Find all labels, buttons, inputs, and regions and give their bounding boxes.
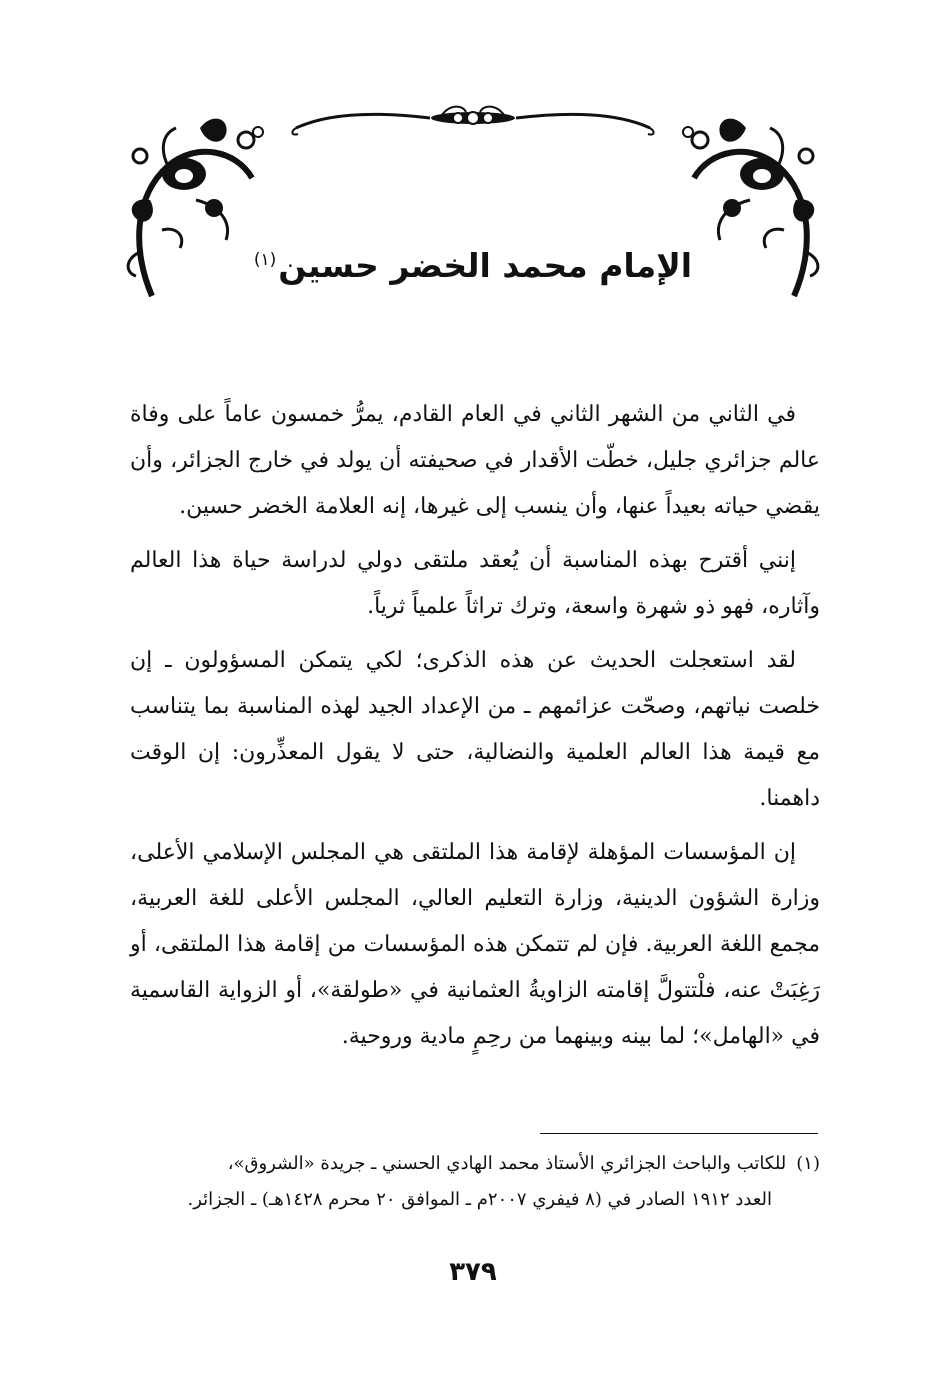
paragraph: في الثاني من الشهر الثاني في العام القادم، يمرُّ خمسون عاماً على وفاة عالم جزائري جليل، خطّت الأقدار في صحيفته أن يولد في خارج الجزائر، وأن يقضي حياته بعيداً عنها، وأن ينسب إلى غيرها، إنه العلامة الخضر حسين. [130, 402, 820, 519]
title-text: الإمام محمد الخضر حسين [278, 246, 693, 285]
paragraph: إن المؤسسات المؤهلة لإقامة هذا الملتقى هي المجلس الإسلامي الأعلى، وزارة الشؤون الدينية، وزارة التعليم العالي، المجلس الأعلى للغة العربية، مجمع اللغة العربية. فإن لم تتمكن هذه المؤسسات من إقامة هذا الملتقى، أو رَغِبَتْ عنه، فلْتتولَّ إقامته الزاويةُ العثمانية في «طولقة»، أو الزواية القاسمية في «الهامل»؛ لما بينه وبينهما من رحِمٍ مادية وروحية. [130, 840, 820, 1049]
paragraph: لقد استعجلت الحديث عن هذه الذكرى؛ لكي يتمكن المسؤولون ـ إن خلصت نياتهم، وصحّت عزائمهم ـ من الإعداد الجيد لهذه المناسبة بما يتناسب مع قيمة هذا العالم العلمية والنضالية، حتى لا يقول المعذِّرون: إن الوقت داهمنا. [130, 648, 820, 811]
title-footnote-mark: (١) [253, 250, 277, 270]
paragraph: إنني أقترح بهذه المناسبة أن يُعقد ملتقى دولي لدراسة حياة هذا العالم وآثاره، فهو ذو شهرة واسعة، وترك تراثاً علمياً ثرياً. [130, 548, 820, 619]
page-number: ٣٧٩ [449, 1257, 497, 1287]
footnote-line-2: العدد ١٩١٢ الصادر في (٨ فيفري ٢٠٠٧م ـ الموافق ٢٠ محرم ١٤٢٨هـ) ـ الجزائر. [187, 1189, 772, 1210]
footnote-line-1: للكاتب والباحث الجزائري الأستاذ محمد الهادي الحسني ـ جريدة «الشروق»، [227, 1153, 787, 1174]
footnote [130, 1146, 820, 1218]
page-title [180, 232, 766, 294]
article-body [130, 392, 820, 1068]
footnote-mark: (١) [796, 1153, 820, 1174]
footnote-divider [540, 1133, 818, 1134]
